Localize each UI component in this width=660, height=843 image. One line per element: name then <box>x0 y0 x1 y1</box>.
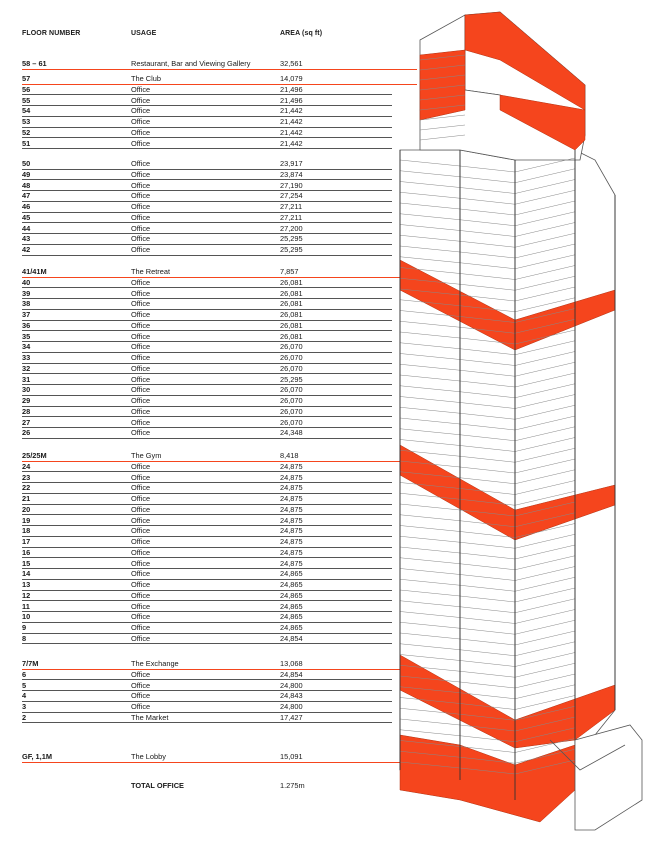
usage-cell: Office <box>131 191 151 201</box>
floor-number-cell: 36 <box>22 320 31 330</box>
floor-number-cell: 34 <box>22 342 31 352</box>
usage-cell: Office <box>131 299 151 309</box>
floor-number-cell: 22 <box>22 483 31 493</box>
floor-number-cell: 32 <box>22 363 31 373</box>
usage-cell: Office <box>131 623 151 632</box>
area-cell: 26,081 <box>280 299 303 309</box>
base-podium <box>575 725 642 830</box>
floor-number-cell: 37 <box>22 310 31 319</box>
area-cell: 26,081 <box>280 288 303 298</box>
usage-cell: Office <box>131 428 151 438</box>
floor-number-cell: 12 <box>22 590 31 600</box>
floor-number-cell: 9 <box>22 623 27 632</box>
amenity-leader-line <box>22 69 417 70</box>
area-cell: 17,427 <box>280 712 303 722</box>
usage-cell: Office <box>131 331 151 341</box>
row-rule <box>22 722 392 723</box>
usage-cell: Office <box>131 633 151 643</box>
floor-number-cell: 50 <box>22 159 31 168</box>
usage-cell: Office <box>131 159 151 168</box>
area-cell: 24,865 <box>280 569 303 579</box>
floor-number-cell: 4 <box>22 691 27 701</box>
floor-number-cell: 19 <box>22 515 31 525</box>
area-cell: 26,070 <box>280 342 303 352</box>
floor-number-cell: 16 <box>22 547 31 557</box>
usage-cell: The Market <box>131 712 169 722</box>
usage-cell: Office <box>131 234 151 244</box>
usage-cell: The Gym <box>131 451 162 460</box>
floor-number-cell: 29 <box>22 396 31 405</box>
area-cell: 25,295 <box>280 374 303 384</box>
usage-cell: Office <box>131 483 151 493</box>
area-cell: 32,561 <box>280 59 303 68</box>
area-cell: 24,854 <box>280 669 303 679</box>
floor-number-cell: 17 <box>22 537 31 546</box>
area-cell: 21,442 <box>280 117 303 126</box>
floor-number-cell: 30 <box>22 385 31 395</box>
tower-illustration <box>380 0 660 843</box>
area-cell: 24,800 <box>280 680 303 690</box>
floor-number-cell: 49 <box>22 169 31 179</box>
row-rule <box>22 148 392 149</box>
area-cell: 21,496 <box>280 84 303 94</box>
total-label: TOTAL OFFICE <box>131 781 184 790</box>
row-rule <box>22 438 392 439</box>
floor-number-cell: 52 <box>22 127 31 137</box>
area-cell: 24,875 <box>280 483 303 493</box>
floor-number-cell: 33 <box>22 353 31 362</box>
usage-cell: Office <box>131 353 151 362</box>
area-cell: 26,081 <box>280 320 303 330</box>
usage-cell: Office <box>131 702 151 711</box>
floor-number-cell: 2 <box>22 712 27 722</box>
area-cell: 23,874 <box>280 169 303 179</box>
area-cell: 26,081 <box>280 331 303 341</box>
usage-cell: Office <box>131 212 151 222</box>
area-cell: 24,875 <box>280 558 303 568</box>
area-cell: 8,418 <box>280 451 299 460</box>
area-cell: 24,865 <box>280 623 303 632</box>
usage-cell: Office <box>131 320 151 330</box>
usage-cell: Office <box>131 374 151 384</box>
area-cell: 26,070 <box>280 353 303 362</box>
area-cell: 24,865 <box>280 601 303 611</box>
floor-number-cell: 15 <box>22 558 31 568</box>
floor-number-cell: 25/25M <box>22 451 47 460</box>
area-cell: 26,070 <box>280 396 303 405</box>
usage-cell: The Club <box>131 74 161 83</box>
usage-cell: Office <box>131 537 151 546</box>
usage-cell: Office <box>131 569 151 579</box>
usage-cell: Office <box>131 138 151 148</box>
usage-cell: Office <box>131 288 151 298</box>
floor-number-cell: 11 <box>22 601 30 611</box>
floor-number-cell: 48 <box>22 180 31 190</box>
floor-number-cell: 24 <box>22 461 31 471</box>
area-header: AREA (sq ft) <box>280 30 323 37</box>
usage-cell: Office <box>131 494 151 503</box>
floor-number-cell: 44 <box>22 223 31 233</box>
floor-number-cell: 45 <box>22 212 31 222</box>
floor-number-cell: 58 – 61 <box>22 59 47 68</box>
usage-cell: Office <box>131 84 151 94</box>
area-cell: 7,857 <box>280 267 299 276</box>
floor-number-cell: 14 <box>22 569 31 579</box>
floor-number-cell: 23 <box>22 472 31 482</box>
usage-cell: Office <box>131 612 151 622</box>
row-rule <box>22 643 392 644</box>
area-cell: 24,843 <box>280 691 303 701</box>
area-cell: 24,875 <box>280 461 303 471</box>
floor-number-cell: 57 <box>22 74 31 83</box>
area-cell: 26,081 <box>280 310 303 319</box>
area-cell: 24,348 <box>280 428 303 438</box>
floor-number-cell: 39 <box>22 288 31 298</box>
area-cell: 26,070 <box>280 363 303 373</box>
area-cell: 24,875 <box>280 494 303 503</box>
floor-number-cell: 8 <box>22 633 27 643</box>
usage-cell: Office <box>131 558 151 568</box>
floor-number-cell: 51 <box>22 138 31 148</box>
floor-number-cell: 18 <box>22 526 31 536</box>
area-cell: 21,442 <box>280 127 303 137</box>
floor-number-cell: GF, 1,1M <box>22 752 52 761</box>
usage-cell: Office <box>131 547 151 557</box>
floor-number-cell: 35 <box>22 331 31 341</box>
area-cell: 26,070 <box>280 385 303 395</box>
area-cell: 24,865 <box>280 612 303 622</box>
floor-number-cell: 21 <box>22 494 31 503</box>
floor-number-cell: 47 <box>22 191 31 201</box>
usage-cell: The Retreat <box>131 267 171 276</box>
area-cell: 21,496 <box>280 95 303 105</box>
floor-number-cell: 27 <box>22 417 31 427</box>
floor-number-cell: 26 <box>22 428 31 438</box>
usage-cell: Office <box>131 95 151 105</box>
usage-cell: Office <box>131 590 151 600</box>
floor-number-cell: 10 <box>22 612 31 622</box>
usage-cell: Office <box>131 127 151 137</box>
floor-number-cell: 13 <box>22 580 31 589</box>
usage-cell: Office <box>131 180 151 190</box>
area-cell: 13,068 <box>280 659 303 668</box>
floor-number-cell: 42 <box>22 245 31 254</box>
area-cell: 24,875 <box>280 537 303 546</box>
area-cell: 23,917 <box>280 159 303 168</box>
usage-cell: Office <box>131 342 151 352</box>
usage-cell: Office <box>131 417 151 427</box>
usage-cell: Office <box>131 601 151 611</box>
area-cell: 24,875 <box>280 504 303 514</box>
usage-cell: Office <box>131 245 151 254</box>
row-rule <box>22 255 392 256</box>
area-cell: 27,254 <box>280 191 303 201</box>
floor-number-cell: 40 <box>22 277 31 287</box>
floor-number-cell: 3 <box>22 702 27 711</box>
floor-number-cell: 56 <box>22 84 31 94</box>
area-cell: 27,190 <box>280 180 303 190</box>
area-cell: 27,211 <box>280 212 303 222</box>
face-far <box>575 150 615 760</box>
usage-cell: Office <box>131 223 151 233</box>
area-cell: 24,875 <box>280 515 303 525</box>
usage-cell: Office <box>131 504 151 514</box>
area-cell: 24,875 <box>280 526 303 536</box>
area-cell: 24,865 <box>280 590 303 600</box>
usage-cell: Office <box>131 396 151 405</box>
floor-number-cell: 46 <box>22 202 31 211</box>
floor-number-cell: 31 <box>22 374 31 384</box>
amenity-leader-line <box>22 762 417 763</box>
area-cell: 25,295 <box>280 245 303 254</box>
usage-cell: Office <box>131 580 151 589</box>
usage-header: USAGE <box>131 30 157 37</box>
usage-cell: Office <box>131 515 151 525</box>
usage-cell: Office <box>131 277 151 287</box>
floor-number-cell: 7/7M <box>22 659 39 668</box>
total-office-row <box>0 781 420 792</box>
floor-number-cell: 38 <box>22 299 31 309</box>
usage-cell: Office <box>131 669 151 679</box>
usage-cell: Office <box>131 106 151 116</box>
usage-cell: Office <box>131 406 151 416</box>
floor-number-cell: 55 <box>22 95 31 105</box>
usage-cell: Office <box>131 472 151 482</box>
floor-number-cell: 5 <box>22 680 27 690</box>
floor-number-cell: 53 <box>22 117 31 126</box>
usage-cell: Office <box>131 691 151 701</box>
usage-cell: Office <box>131 202 151 211</box>
area-cell: 25,295 <box>280 234 303 244</box>
floor-number-cell: 20 <box>22 504 31 514</box>
usage-cell: The Lobby <box>131 752 166 761</box>
area-cell: 14,079 <box>280 74 303 83</box>
area-cell: 27,211 <box>280 202 303 211</box>
floor-number-cell: 6 <box>22 669 27 679</box>
area-cell: 26,081 <box>280 277 303 287</box>
usage-cell: Office <box>131 680 151 690</box>
area-cell: 24,875 <box>280 547 303 557</box>
usage-cell: Office <box>131 461 151 471</box>
area-cell: 26,070 <box>280 406 303 416</box>
area-cell: 27,200 <box>280 223 303 233</box>
area-cell: 21,442 <box>280 138 303 148</box>
area-cell: 24,800 <box>280 702 303 711</box>
usage-cell: Office <box>131 526 151 536</box>
floor-number-header: FLOOR NUMBER <box>22 30 81 37</box>
usage-cell: Office <box>131 363 151 373</box>
area-cell: 24,865 <box>280 580 303 589</box>
usage-cell: Restaurant, Bar and Viewing Gallery <box>131 59 251 68</box>
usage-cell: Office <box>131 310 151 319</box>
usage-cell: Office <box>131 117 151 126</box>
area-cell: 24,854 <box>280 633 303 643</box>
usage-cell: Office <box>131 169 151 179</box>
usage-cell: Office <box>131 385 151 395</box>
floor-number-cell: 43 <box>22 234 31 244</box>
area-cell: 24,875 <box>280 472 303 482</box>
floor-number-cell: 54 <box>22 106 31 116</box>
total-value: 1.275m <box>280 781 305 790</box>
area-cell: 21,442 <box>280 106 303 116</box>
floor-number-cell: 41/41M <box>22 267 47 276</box>
area-cell: 26,070 <box>280 417 303 427</box>
floor-number-cell: 28 <box>22 406 31 416</box>
usage-cell: The Exchange <box>131 659 179 668</box>
area-cell: 15,091 <box>280 752 303 761</box>
